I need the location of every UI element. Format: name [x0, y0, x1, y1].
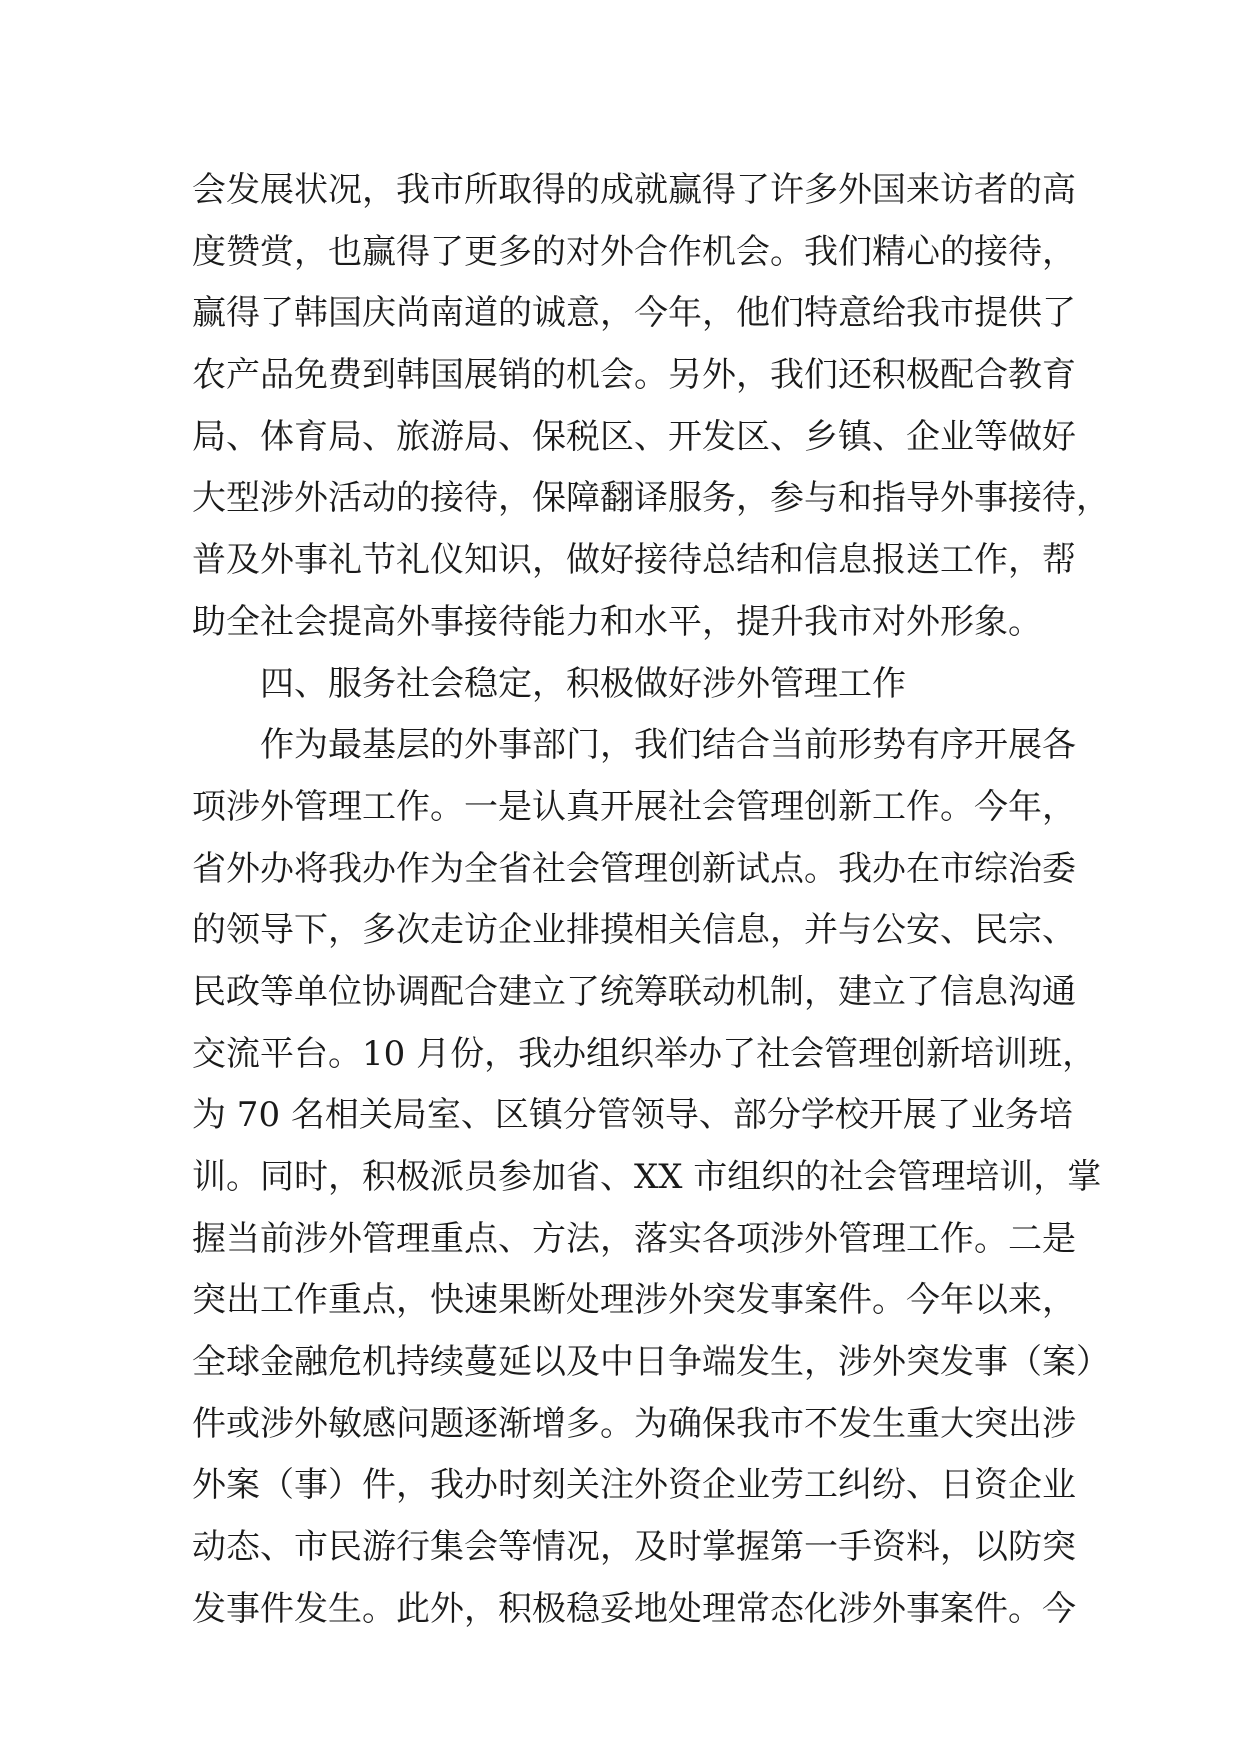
- body-line: 会发展状况，我市所取得的成就赢得了许多外国来访者的高: [192, 170, 1076, 210]
- body-line: 为 70 名相关局室、区镇分管领导、部分学校开展了业务培: [192, 1095, 1073, 1136]
- body-line: 的领导下，多次走访企业排摸相关信息，并与公安、民宗、: [192, 910, 1076, 951]
- body-line: 助全社会提高外事接待能力和水平，提升我市对外形象。: [192, 601, 1042, 642]
- body-line: 普及外事礼节礼仪知识，做好接待总结和信息报送工作，帮: [192, 540, 1076, 581]
- body-line: 省外办将我办作为全省社会管理创新试点。我办在市综治委: [192, 848, 1076, 889]
- body-line: 项涉外管理工作。一是认真开展社会管理创新工作。今年，: [192, 786, 1076, 827]
- body-line: 件或涉外敏感问题逐渐增多。为确保我市不发生重大突出涉: [192, 1403, 1076, 1444]
- body-line: 握当前涉外管理重点、方法，落实各项涉外管理工作。二是: [192, 1218, 1076, 1259]
- body-line: 大型涉外活动的接待，保障翻译服务，参与和指导外事接待，: [192, 478, 1110, 519]
- body-line: 发事件发生。此外，积极稳妥地处理常态化涉外事案件。今: [192, 1588, 1076, 1629]
- body-line: 交流平台。10 月份，我办组织举办了社会管理创新培训班，: [192, 1033, 1097, 1074]
- body-line: 民政等单位协调配合建立了统筹联动机制，建立了信息沟通: [192, 971, 1076, 1012]
- body-line: 全球金融危机持续蔓延以及中日争端发生，涉外突发事（案）: [192, 1342, 1110, 1383]
- body-line: 度赞赏，也赢得了更多的对外合作机会。我们精心的接待，: [192, 231, 1076, 272]
- body-line: 局、体育局、旅游局、保税区、开发区、乡镇、企业等做好: [192, 416, 1076, 457]
- section-heading: 四、服务社会稳定，积极做好涉外管理工作: [260, 663, 906, 704]
- body-line: 农产品免费到韩国展销的机会。另外，我们还积极配合教育: [192, 355, 1076, 396]
- body-line: 训。同时，积极派员参加省、XX 市组织的社会管理培训，掌: [192, 1157, 1102, 1197]
- body-line: 动态、市民游行集会等情况，及时掌握第一手资料，以防突: [192, 1527, 1076, 1568]
- body-line: 赢得了韩国庆尚南道的诚意，今年，他们特意给我市提供了: [192, 293, 1076, 334]
- document-body: [192, 160, 1110, 1641]
- body-line: 外案（事）件，我办时刻关注外资企业劳工纠纷、日资企业: [192, 1465, 1076, 1506]
- body-line: 作为最基层的外事部门，我们结合当前形势有序开展各: [260, 725, 1076, 766]
- body-line: 突出工作重点，快速果断处理涉外突发事案件。今年以来，: [192, 1280, 1076, 1321]
